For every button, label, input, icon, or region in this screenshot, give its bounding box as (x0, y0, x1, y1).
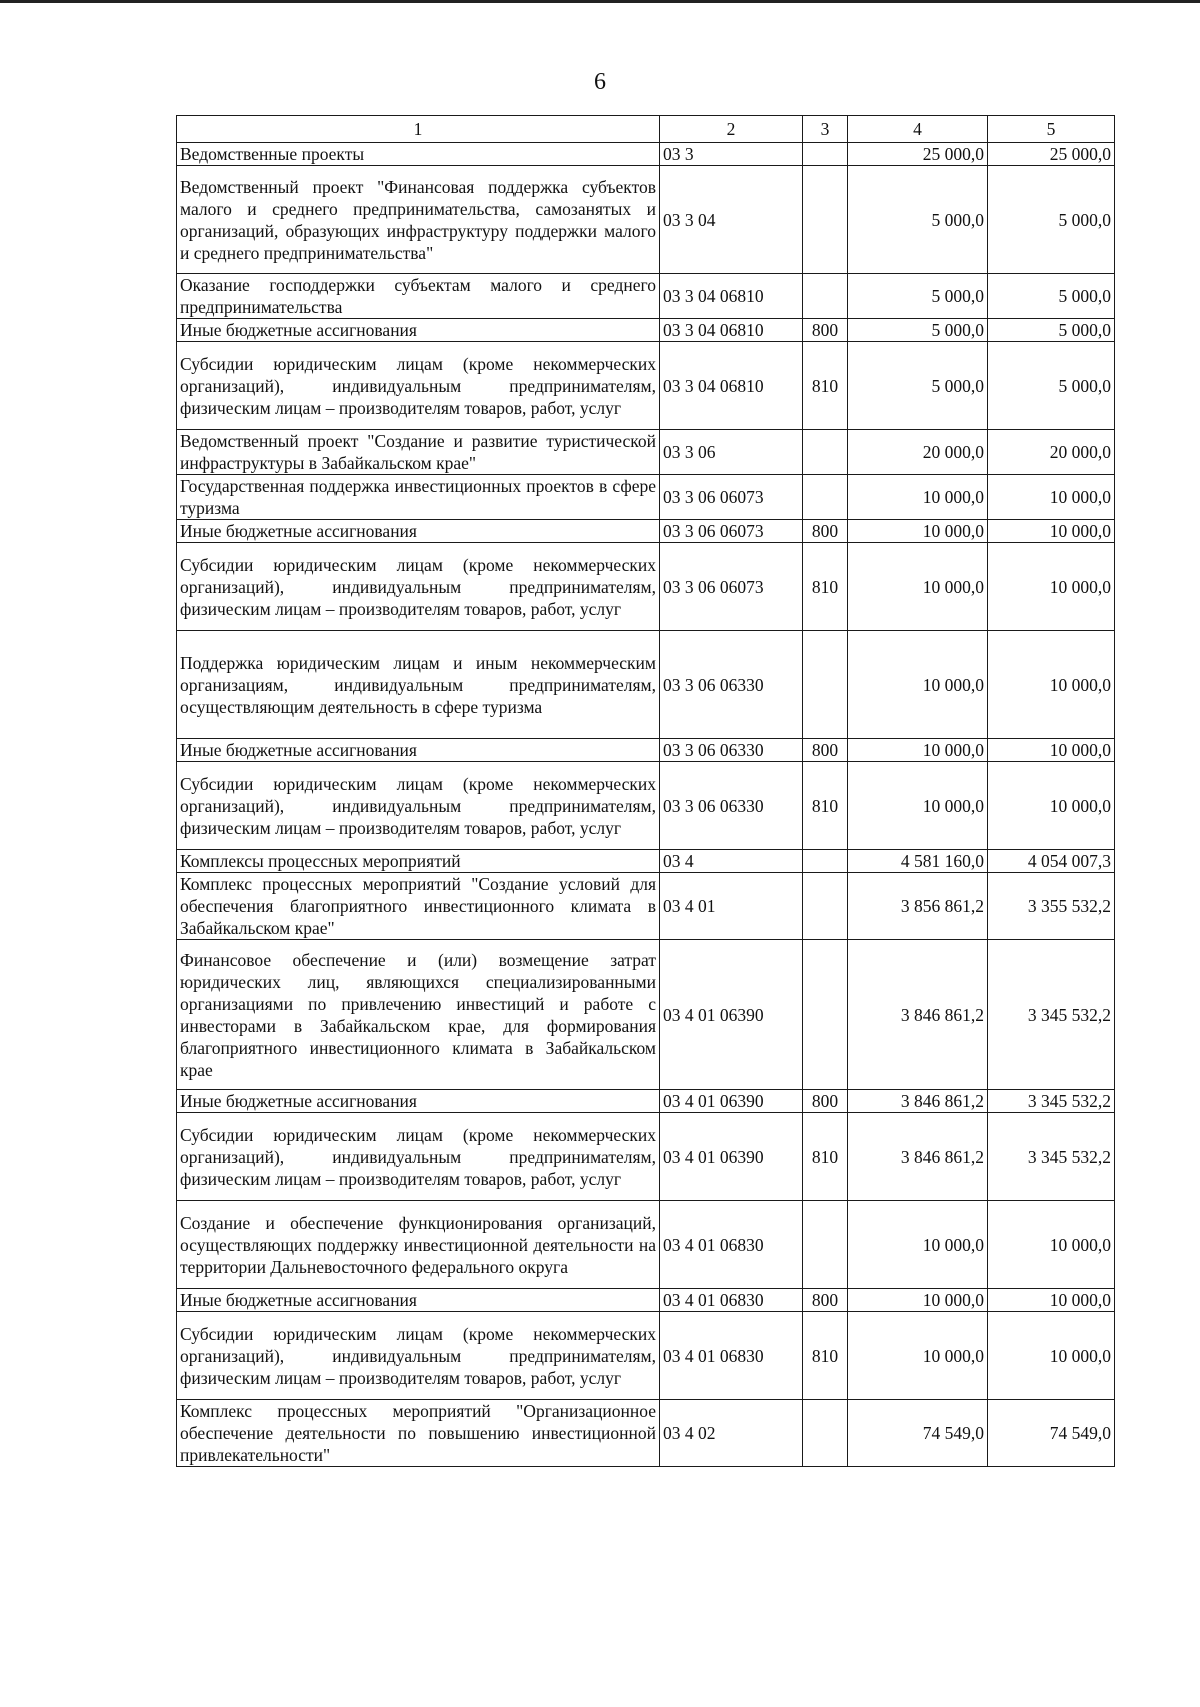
row-value-4-cell: 10 000,0 (848, 1201, 988, 1289)
row-type-cell: 800 (803, 319, 848, 342)
table-row (177, 1400, 1115, 1467)
header-col-4: 4 (848, 116, 988, 143)
row-name-cell: Комплекс процессных мероприятий "Создание условий для обеспечения благоприятного инвестиционного климата в Забайкальском крае" (177, 873, 660, 940)
row-type-cell (803, 143, 848, 166)
row-value-4-cell: 3 856 861,2 (848, 873, 988, 940)
row-type-cell: 800 (803, 520, 848, 543)
row-value-4-cell: 20 000,0 (848, 430, 988, 475)
row-value-5-cell: 10 000,0 (988, 1312, 1115, 1400)
row-value-5-cell: 3 345 532,2 (988, 940, 1115, 1090)
row-name-cell: Иные бюджетные ассигнования (177, 1090, 660, 1113)
row-value-4-cell: 10 000,0 (848, 1312, 988, 1400)
table-row (177, 543, 1115, 631)
row-name-cell: Иные бюджетные ассигнования (177, 319, 660, 342)
row-name-cell: Государственная поддержка инвестиционных проектов в сфере туризма (177, 475, 660, 520)
row-type-cell (803, 274, 848, 319)
row-code-cell: 03 4 01 06830 (660, 1289, 803, 1312)
table-row (177, 762, 1115, 850)
row-name-cell: Ведомственный проект "Создание и развитие туристической инфраструктуры в Забайкальском крае" (177, 430, 660, 475)
row-value-4-cell: 10 000,0 (848, 1289, 988, 1312)
table-row (177, 850, 1115, 873)
row-code-cell: 03 4 01 06830 (660, 1201, 803, 1289)
table-row (177, 430, 1115, 475)
table-row (177, 1289, 1115, 1312)
row-code-cell: 03 3 04 06810 (660, 342, 803, 430)
row-code-cell: 03 3 06 06073 (660, 475, 803, 520)
row-name-cell: Иные бюджетные ассигнования (177, 1289, 660, 1312)
row-value-4-cell: 10 000,0 (848, 762, 988, 850)
row-name-cell: Поддержка юридическим лицам и иным некоммерческим организациям, индивидуальным предпринимателям, осуществляющим деятельность в сфере туризма (177, 631, 660, 739)
row-value-5-cell: 3 355 532,2 (988, 873, 1115, 940)
table-row (177, 274, 1115, 319)
row-type-cell (803, 631, 848, 739)
row-code-cell: 03 3 (660, 143, 803, 166)
row-code-cell: 03 3 06 06073 (660, 543, 803, 631)
row-value-5-cell: 10 000,0 (988, 631, 1115, 739)
row-value-5-cell: 10 000,0 (988, 1201, 1115, 1289)
row-value-5-cell: 10 000,0 (988, 762, 1115, 850)
table-row (177, 631, 1115, 739)
row-code-cell: 03 3 06 06330 (660, 739, 803, 762)
row-code-cell: 03 3 04 06810 (660, 274, 803, 319)
row-value-5-cell: 10 000,0 (988, 520, 1115, 543)
table-row (177, 1312, 1115, 1400)
row-code-cell: 03 4 01 06390 (660, 1113, 803, 1201)
row-value-5-cell: 5 000,0 (988, 274, 1115, 319)
row-type-cell (803, 166, 848, 274)
header-row (177, 116, 1115, 143)
row-name-cell: Ведомственные проекты (177, 143, 660, 166)
row-name-cell: Финансовое обеспечение и (или) возмещение затрат юридических лиц, являющихся специализированными организациями по привлечению инвестиций и работе с инвесторами в Забайкальском крае, для формирования благоприятного инвестиционного климата в Забайкальском крае (177, 940, 660, 1090)
row-name-cell: Комплекс процессных мероприятий "Организационное обеспечение деятельности по повышению инвестиционной привлекательности" (177, 1400, 660, 1467)
row-value-4-cell: 5 000,0 (848, 166, 988, 274)
row-name-cell: Субсидии юридическим лицам (кроме некоммерческих организаций), индивидуальным предпринимателям, физическим лицам – производителям товаров, работ, услуг (177, 1312, 660, 1400)
row-type-cell: 800 (803, 1090, 848, 1113)
row-value-5-cell: 3 345 532,2 (988, 1090, 1115, 1113)
row-type-cell: 810 (803, 1113, 848, 1201)
row-value-4-cell: 74 549,0 (848, 1400, 988, 1467)
row-code-cell: 03 4 02 (660, 1400, 803, 1467)
row-type-cell: 810 (803, 762, 848, 850)
row-name-cell: Субсидии юридическим лицам (кроме некоммерческих организаций), индивидуальным предпринимателям, физическим лицам – производителям товаров, работ, услуг (177, 543, 660, 631)
table-row (177, 739, 1115, 762)
row-value-5-cell: 20 000,0 (988, 430, 1115, 475)
row-type-cell (803, 1400, 848, 1467)
page-number: 6 (594, 69, 606, 95)
row-name-cell: Иные бюджетные ассигнования (177, 739, 660, 762)
row-name-cell: Субсидии юридическим лицам (кроме некоммерческих организаций), индивидуальным предпринимателям, физическим лицам – производителям товаров, работ, услуг (177, 1113, 660, 1201)
row-value-5-cell: 4 054 007,3 (988, 850, 1115, 873)
row-type-cell: 810 (803, 342, 848, 430)
row-value-4-cell: 5 000,0 (848, 319, 988, 342)
row-type-cell: 800 (803, 739, 848, 762)
row-type-cell (803, 475, 848, 520)
table-row (177, 520, 1115, 543)
row-value-5-cell: 10 000,0 (988, 543, 1115, 631)
table-row (177, 475, 1115, 520)
row-value-4-cell: 10 000,0 (848, 543, 988, 631)
row-type-cell: 810 (803, 543, 848, 631)
table-row (177, 319, 1115, 342)
row-value-4-cell: 3 846 861,2 (848, 1113, 988, 1201)
table-row (177, 1113, 1115, 1201)
row-value-5-cell: 10 000,0 (988, 739, 1115, 762)
row-code-cell: 03 4 01 06390 (660, 940, 803, 1090)
row-name-cell: Субсидии юридическим лицам (кроме некоммерческих организаций), индивидуальным предпринимателям, физическим лицам – производителям товаров, работ, услуг (177, 342, 660, 430)
table-row (177, 1090, 1115, 1113)
header-col-1: 1 (177, 116, 660, 143)
row-value-4-cell: 5 000,0 (848, 342, 988, 430)
row-name-cell: Комплексы процессных мероприятий (177, 850, 660, 873)
row-name-cell: Создание и обеспечение функционирования организаций, осуществляющих поддержку инвестиционной деятельности на территории Дальневосточного федерального округа (177, 1201, 660, 1289)
table-row (177, 873, 1115, 940)
row-value-5-cell: 5 000,0 (988, 166, 1115, 274)
row-code-cell: 03 3 04 06810 (660, 319, 803, 342)
row-type-cell (803, 873, 848, 940)
row-value-4-cell: 10 000,0 (848, 520, 988, 543)
row-name-cell: Оказание господдержки субъектам малого и среднего предпринимательства (177, 274, 660, 319)
table-header (177, 116, 1115, 143)
row-code-cell: 03 4 01 (660, 873, 803, 940)
row-value-4-cell: 3 846 861,2 (848, 1090, 988, 1113)
row-type-cell: 800 (803, 1289, 848, 1312)
table-row (177, 940, 1115, 1090)
row-name-cell: Ведомственный проект "Финансовая поддержка субъектов малого и среднего предпринимательства, самозанятых и организаций, образующих инфраструктуру поддержки малого и среднего предпринимательства" (177, 166, 660, 274)
row-type-cell: 810 (803, 1312, 848, 1400)
row-code-cell: 03 3 06 06073 (660, 520, 803, 543)
row-value-4-cell: 4 581 160,0 (848, 850, 988, 873)
header-col-2: 2 (660, 116, 803, 143)
table-body (177, 143, 1115, 1467)
budget-table (176, 115, 1115, 1467)
row-type-cell (803, 1201, 848, 1289)
row-value-4-cell: 5 000,0 (848, 274, 988, 319)
row-value-5-cell: 5 000,0 (988, 319, 1115, 342)
row-value-5-cell: 5 000,0 (988, 342, 1115, 430)
row-value-5-cell: 74 549,0 (988, 1400, 1115, 1467)
row-name-cell: Субсидии юридическим лицам (кроме некоммерческих организаций), индивидуальным предпринимателям, физическим лицам – производителям товаров, работ, услуг (177, 762, 660, 850)
row-code-cell: 03 4 01 06830 (660, 1312, 803, 1400)
row-code-cell: 03 3 06 06330 (660, 762, 803, 850)
top-border-line (0, 0, 1200, 3)
row-type-cell (803, 430, 848, 475)
row-value-4-cell: 3 846 861,2 (848, 940, 988, 1090)
row-code-cell: 03 4 01 06390 (660, 1090, 803, 1113)
row-code-cell: 03 3 06 (660, 430, 803, 475)
row-name-cell: Иные бюджетные ассигнования (177, 520, 660, 543)
row-value-5-cell: 10 000,0 (988, 1289, 1115, 1312)
row-code-cell: 03 3 04 (660, 166, 803, 274)
header-col-3: 3 (803, 116, 848, 143)
row-value-4-cell: 10 000,0 (848, 631, 988, 739)
row-value-5-cell: 25 000,0 (988, 143, 1115, 166)
row-type-cell (803, 940, 848, 1090)
row-code-cell: 03 4 (660, 850, 803, 873)
table-row (177, 166, 1115, 274)
row-value-5-cell: 10 000,0 (988, 475, 1115, 520)
row-code-cell: 03 3 06 06330 (660, 631, 803, 739)
row-type-cell (803, 850, 848, 873)
table-row (177, 342, 1115, 430)
table-row (177, 1201, 1115, 1289)
row-value-4-cell: 10 000,0 (848, 739, 988, 762)
table-row (177, 143, 1115, 166)
row-value-4-cell: 25 000,0 (848, 143, 988, 166)
row-value-4-cell: 10 000,0 (848, 475, 988, 520)
header-col-5: 5 (988, 116, 1115, 143)
row-value-5-cell: 3 345 532,2 (988, 1113, 1115, 1201)
